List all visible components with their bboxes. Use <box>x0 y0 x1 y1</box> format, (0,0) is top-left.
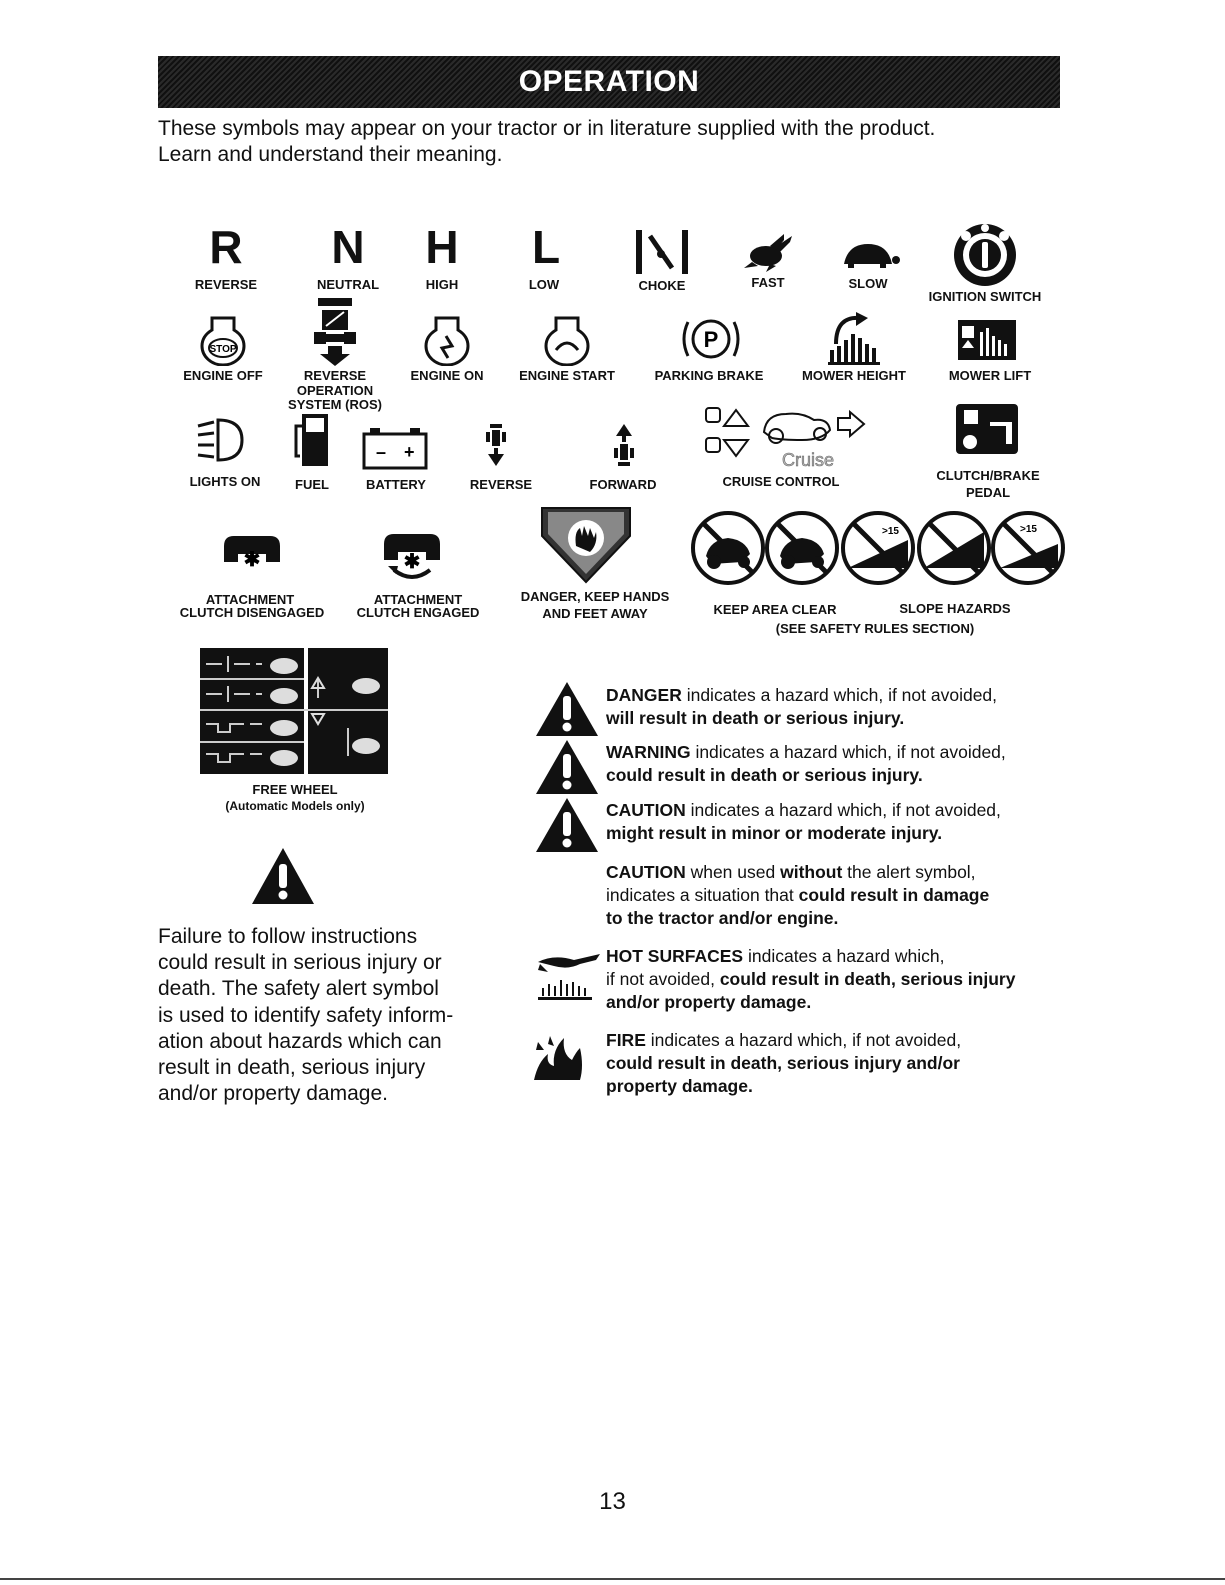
engine-start-label: ENGINE START <box>519 368 615 383</box>
forward-arrow-icon <box>612 422 636 468</box>
ros-label-3: SYSTEM (ROS) <box>288 397 382 412</box>
caution-alert-icon <box>534 796 600 854</box>
neutral-letter: N <box>331 221 365 273</box>
hot-surfaces-text: if not avoided, <box>606 969 720 989</box>
choke-icon <box>634 228 690 276</box>
caution2-text: when used <box>685 862 781 882</box>
clutch-brake-pedal-icon <box>956 404 1018 454</box>
svg-text:+: + <box>404 442 415 462</box>
battery-icon <box>360 426 430 470</box>
free-wheel-sub: (Automatic Models only) <box>225 799 365 813</box>
failure-line: and/or property damage. <box>158 1082 388 1106</box>
keep-area-clear-icon-2 <box>767 513 837 583</box>
slope-hazards-label: SLOPE HAZARDS <box>899 601 1011 616</box>
engine-off-label: ENGINE OFF <box>183 368 263 383</box>
safety-prohibition-icons <box>690 510 1066 586</box>
cruise-control-label: CRUISE CONTROL <box>722 474 840 489</box>
caution-definition <box>606 799 1001 845</box>
warning-text: indicates a hazard which, if not avoided, <box>690 742 1006 762</box>
reverse-label-2: REVERSE <box>469 477 533 492</box>
fire-icon <box>530 1032 586 1082</box>
danger-keep-hands-label-1: DANGER, KEEP HANDS <box>520 589 670 604</box>
free-wheel-icon <box>200 648 388 774</box>
caution2-without: without <box>780 862 843 882</box>
lights-on-icon <box>196 414 246 466</box>
danger-keep-hands-label-2: AND FEET AWAY <box>542 606 648 621</box>
turtle-icon <box>838 240 900 270</box>
ros-label-1: REVERSE <box>303 368 367 383</box>
hot-surfaces-definition <box>606 945 1015 1014</box>
lights-on-label: LIGHTS ON <box>189 474 261 489</box>
failure-line: is used to identify safety inform- <box>158 1003 454 1027</box>
warning-word: WARNING <box>606 742 691 762</box>
slope-hazard-icon-2 <box>919 513 989 583</box>
fire-consequence: could result in death, serious injury and/or <box>606 1053 960 1073</box>
free-wheel-label: FREE WHEEL <box>252 782 338 797</box>
low-letter: L <box>531 221 561 273</box>
intro-text <box>158 116 1058 168</box>
ignition-switch-icon <box>952 222 1018 288</box>
attachment-disengaged-label-2: CLUTCH DISENGAGED <box>179 605 325 620</box>
hot-surfaces-word: HOT SURFACES <box>606 946 744 966</box>
keep-area-clear-icon-1 <box>693 513 763 583</box>
fire-text: indicates a hazard which, if not avoided, <box>645 1030 962 1050</box>
page-title-banner <box>158 56 1060 108</box>
attachment-clutch-disengaged-icon <box>220 532 284 568</box>
battery-label: BATTERY <box>366 477 426 492</box>
rabbit-icon <box>740 232 796 272</box>
attachment-disengaged-label-1: ATTACHMENT <box>205 592 295 607</box>
hot-surfaces-consequence: and/or property damage. <box>606 992 812 1012</box>
reverse-letter: R <box>209 221 243 273</box>
reverse-label: REVERSE <box>194 277 258 292</box>
danger-alert-icon <box>534 680 600 738</box>
fire-word: FIRE <box>606 1030 646 1050</box>
hot-surfaces-icon <box>534 950 604 1002</box>
svg-text:✱: ✱ <box>403 551 421 573</box>
ignition-switch-label: IGNITION SWITCH <box>928 289 1042 304</box>
failure-line: ation about hazards which can <box>158 1029 442 1053</box>
slow-label: SLOW <box>848 276 888 291</box>
safety-alert-icon <box>250 846 316 906</box>
svg-text:✱: ✱ <box>243 549 261 568</box>
svg-text:–: – <box>376 442 387 462</box>
fast-label: FAST <box>751 275 785 290</box>
cruise-control-icon <box>702 404 872 470</box>
warning-consequence: could result in death or serious injury. <box>606 765 923 785</box>
attachment-clutch-engaged-icon <box>380 530 444 586</box>
mower-height-label: MOWER HEIGHT <box>802 368 906 383</box>
mower-lift-icon <box>958 320 1016 360</box>
engine-start-icon <box>544 314 590 366</box>
failure-line: could result in serious injury or <box>158 951 442 975</box>
parking-brake-label: PARKING BRAKE <box>654 368 764 383</box>
hot-surfaces-text: indicates a hazard which, <box>743 946 945 966</box>
ros-icon <box>310 296 360 368</box>
engine-on-icon <box>424 314 470 366</box>
clutch-brake-label-1: CLUTCH/BRAKE <box>936 468 1040 483</box>
caution2-text: the alert symbol, <box>842 862 976 882</box>
attachment-engaged-label-2: CLUTCH ENGAGED <box>356 605 480 620</box>
intro-line-2: Learn and understand their meaning. <box>158 143 503 166</box>
page-title: OPERATION <box>518 65 700 98</box>
mower-height-icon <box>826 310 882 366</box>
hot-surfaces-consequence: could result in death, serious injury <box>719 969 1016 989</box>
attachment-engaged-label-1: ATTACHMENT <box>373 592 463 607</box>
high-label: HIGH <box>425 277 459 292</box>
clutch-brake-label-2: PEDAL <box>965 485 1011 500</box>
bottom-rule <box>0 1578 1225 1580</box>
caution2-word: CAUTION <box>606 862 686 882</box>
intro-line-1: These symbols may appear on your tractor or in literature supplied with the product. <box>158 117 936 140</box>
forward-label: FORWARD <box>589 477 657 492</box>
caution-consequence: might result in minor or moderate injury. <box>606 823 943 843</box>
keep-hands-away-icon <box>540 506 632 584</box>
parking-brake-icon <box>680 312 742 366</box>
danger-text: indicates a hazard which, if not avoided, <box>681 685 998 705</box>
svg-text:>15: >15 <box>882 526 899 537</box>
fuel-label: FUEL <box>295 477 329 492</box>
danger-definition <box>606 684 997 730</box>
reverse-arrow-icon <box>484 422 508 468</box>
danger-word: DANGER <box>606 685 682 705</box>
caution2-consequence: could result in damage <box>798 885 990 905</box>
neutral-label: NEUTRAL <box>316 277 380 292</box>
failure-line: death. The safety alert symbol <box>158 977 439 1001</box>
stop-text: STOP <box>209 344 237 355</box>
see-safety-rules-label: (SEE SAFETY RULES SECTION) <box>775 621 975 636</box>
cruise-word: Cruise <box>782 450 835 470</box>
svg-text:P: P <box>703 327 719 352</box>
choke-label: CHOKE <box>638 278 686 293</box>
caution2-consequence: to the tractor and/or engine. <box>606 908 839 928</box>
danger-consequence: will result in death or serious injury. <box>606 708 905 728</box>
high-letter: H <box>425 221 459 273</box>
keep-area-clear-label: KEEP AREA CLEAR <box>713 602 837 617</box>
caution2-text: indicates a situation that <box>606 885 799 905</box>
engine-on-label: ENGINE ON <box>410 368 484 383</box>
fuel-icon <box>292 412 332 468</box>
fire-definition <box>606 1029 961 1098</box>
caution-text: indicates a hazard which, if not avoided, <box>685 800 1001 820</box>
fire-consequence: property damage. <box>606 1076 753 1096</box>
failure-paragraph <box>158 924 488 1107</box>
caution-no-symbol-definition <box>606 861 989 930</box>
slope-hazard-icon-1 <box>843 513 913 583</box>
warning-alert-icon <box>534 738 600 796</box>
low-label: LOW <box>528 277 560 292</box>
slope-hazard-icon-3 <box>993 513 1063 583</box>
mower-lift-label: MOWER LIFT <box>948 368 1032 383</box>
ros-label-2: OPERATION <box>296 383 374 398</box>
warning-definition <box>606 741 1006 787</box>
failure-line: Failure to follow instructions <box>158 925 418 948</box>
page-number: 13 <box>599 1488 626 1515</box>
engine-off-icon <box>200 314 246 366</box>
failure-line: result in death, serious injury <box>158 1056 426 1080</box>
caution-word: CAUTION <box>606 800 686 820</box>
svg-text:>15: >15 <box>1020 524 1037 535</box>
